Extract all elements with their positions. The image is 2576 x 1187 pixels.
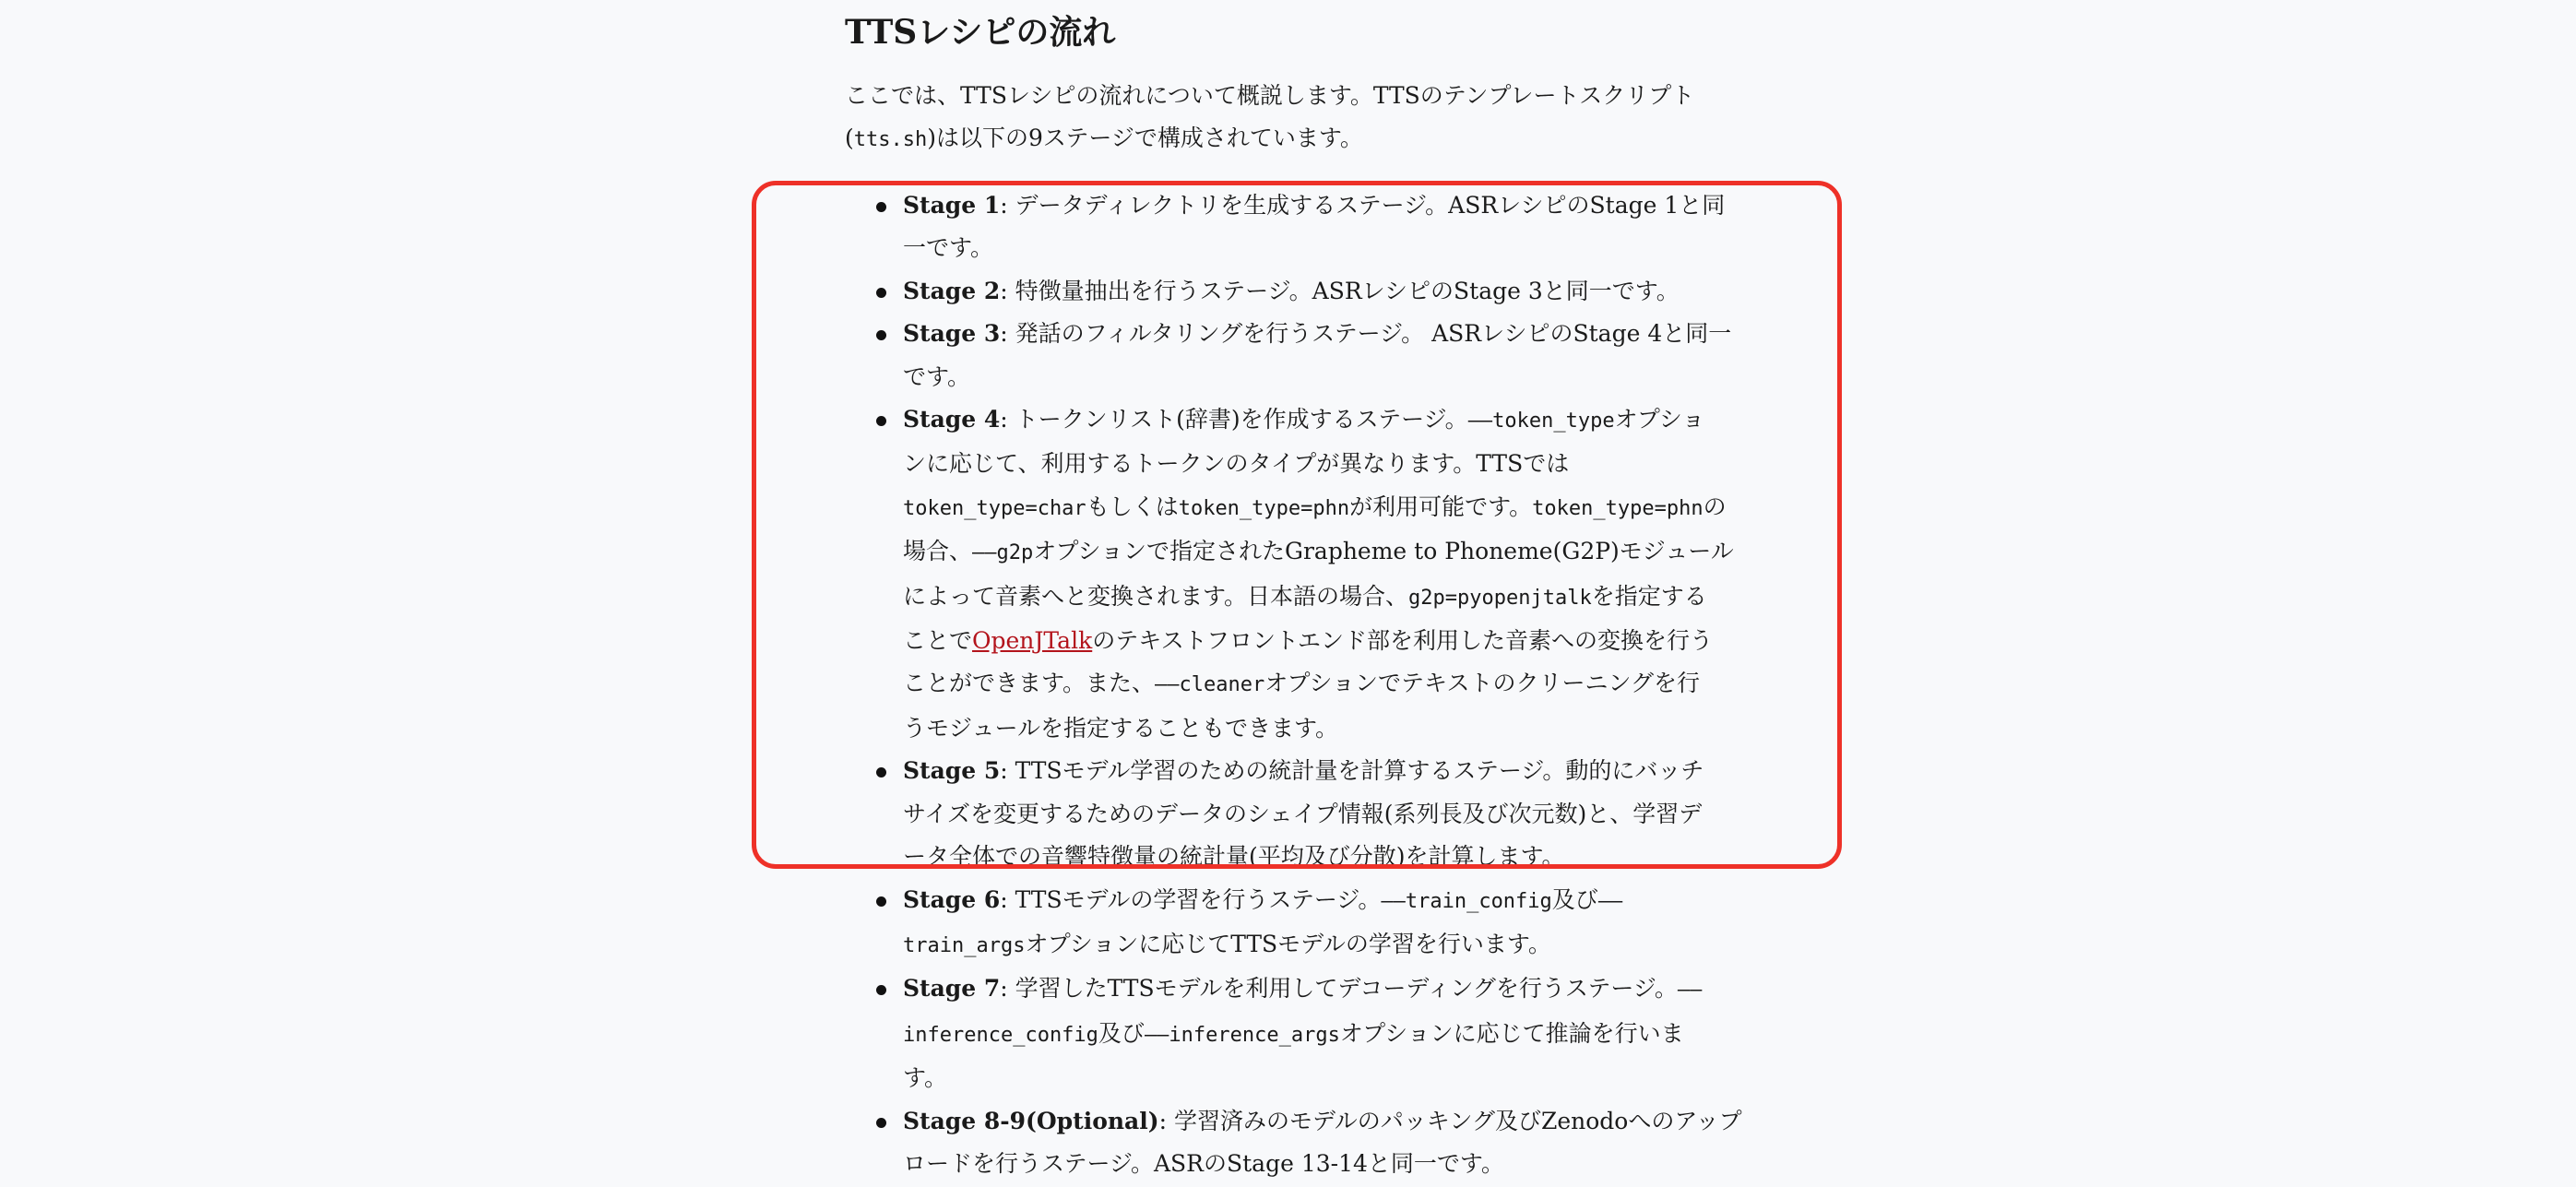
item-text: : 特徴量抽出を行うステージ。ASRレシピのStage 3と同一です。 [1000,277,1680,304]
item-line [903,576,1730,620]
intro-paragraph [845,75,1730,161]
item-text: ことで [903,627,973,655]
intro-line-1 [845,75,1730,117]
stage-label: Stage 1 [903,192,1001,219]
item-text: の [1703,493,1727,520]
item-text: 場合、 [903,538,973,565]
item-line [903,1100,1742,1143]
item-line: うモジュールを指定することもできます。 [903,714,1339,742]
item-text: : 学習済みのモデルのパッキング及びZenodoへのアップ [1158,1107,1742,1134]
stage-label: Stage 6 [903,885,1001,913]
list-item [845,967,1730,1099]
stage-label: Stage 8-9(Optional) [903,1107,1159,1134]
item-text: ことができます。また、 [903,670,1156,697]
stage-label: Stage 3 [903,320,1001,348]
stage-label: Stage 2 [903,277,1001,304]
stage-label: Stage 5 [903,757,1001,785]
stage-label: Stage 7 [903,975,1001,1003]
list-item [845,270,1730,313]
item-text: : データディレクトリを生成するステージ。ASRレシピのStage 1と同 [1000,192,1726,219]
item-line: ロードを行うステージ。ASRのStage 13-14と同一です。 [903,1149,1504,1177]
item-line [903,398,1730,443]
intro-line-2 [845,117,1730,161]
item-line [903,879,1730,923]
inline-code: token_type=phn [1178,496,1350,520]
bullet-icon [876,767,886,777]
item-line [903,530,1734,575]
inline-code: token_type=char [903,496,1086,520]
list-item [845,750,1730,878]
inline-code: g2p=pyopenjtalk [1408,586,1592,610]
inline-code: –– [1677,979,1703,1003]
item-text: オプションに応じてTTSモデルの学習を行います。 [1025,930,1551,957]
item-text: もしくは [1086,493,1179,520]
item-text: 及び [1551,885,1598,913]
item-line [903,1013,1730,1057]
item-line [903,184,1730,227]
item-line: す。 [903,1064,948,1092]
item-text: 及び [1098,1019,1145,1047]
item-line [903,620,1730,662]
item-line: サイズを変更するためのデータのシェイプ情報(系列長及び次元数)と、学習デ [903,800,1703,827]
item-text: を指定する [1591,582,1707,610]
inline-code: inference_config [903,1023,1098,1047]
item-text: オプションに応じて推論を行いま [1339,1019,1684,1047]
inline-code: ––inference_args [1144,1023,1340,1047]
inline-code: ––token_type [1467,410,1615,433]
list-item [845,313,1730,398]
intro-text: ( [845,125,854,151]
item-line: 一です。 [903,234,994,262]
item-text: : 学習したTTSモデルを利用してデコーディングを行うステージ。 [1000,975,1678,1003]
intro-text: )は以下の9ステージで構成されています。 [927,125,1363,151]
bullet-icon [876,288,886,298]
item-line: です。 [903,362,971,390]
item-line [903,662,1730,706]
bullet-icon [876,896,886,907]
inline-code: ––train_config [1381,889,1552,913]
item-line [903,967,1730,1012]
inline-code: –– [1597,889,1623,913]
intro-text: ここでは、TTSレシピの流れについて概説します。TTSのテンプレートスクリプト [845,82,1695,109]
item-text: が利用可能です。 [1349,493,1533,520]
bullet-icon [876,330,886,340]
item-line [903,270,1730,313]
inline-code: tts.sh [853,128,928,151]
item-text: オプションで指定されたGrapheme to Phoneme(G2P)モジュール [1033,538,1734,565]
list-item [845,1100,1742,1186]
item-text: : TTSモデルの学習を行うステージ。 [1000,885,1382,913]
list-item [845,184,1730,270]
item-text: : 発話のフィルタリングを行うステージ。 ASRレシピのStage 4と同一 [1000,320,1732,348]
list-item [845,879,1730,968]
stage-label: Stage 4 [903,406,1001,433]
inline-code: token_type=phn [1532,496,1703,520]
item-line [903,486,1730,530]
item-text: のテキストフロントエンド部を利用した音素への変換を行う [1092,627,1713,655]
list-item [845,398,1734,750]
item-line [903,750,1730,792]
inline-code: ––cleaner [1155,673,1265,697]
item-text: : TTSモデル学習のための統計量を計算するステージ。動的にバッチ [1000,757,1704,785]
item-line [903,313,1730,355]
bullet-icon [876,1118,886,1128]
item-line: ンに応じて、利用するトークンのタイプが異なります。TTSでは [903,450,1570,478]
inline-code: train_args [903,933,1026,957]
item-text: : トークンリスト(辞書)を作成するステージ。 [1000,406,1468,433]
openjtalk-link[interactable]: OpenJTalk [972,627,1093,655]
section-title: TTSレシピの流れ [845,13,1116,52]
stage-list [845,184,1742,1185]
bullet-icon [876,202,886,212]
bullet-icon [876,985,886,995]
item-text: によって音素へと変換されます。日本語の場合、 [903,582,1409,610]
item-line: ータ全体での音響特徴量の統計量(平均及び分散)を計算します。 [903,843,1565,871]
inline-code: ––g2p [972,541,1034,565]
item-text: オプショ [1614,406,1705,433]
item-text: オプションでテキストのクリーニングを行 [1264,670,1700,697]
item-line [903,923,1730,967]
bullet-icon [876,416,886,426]
